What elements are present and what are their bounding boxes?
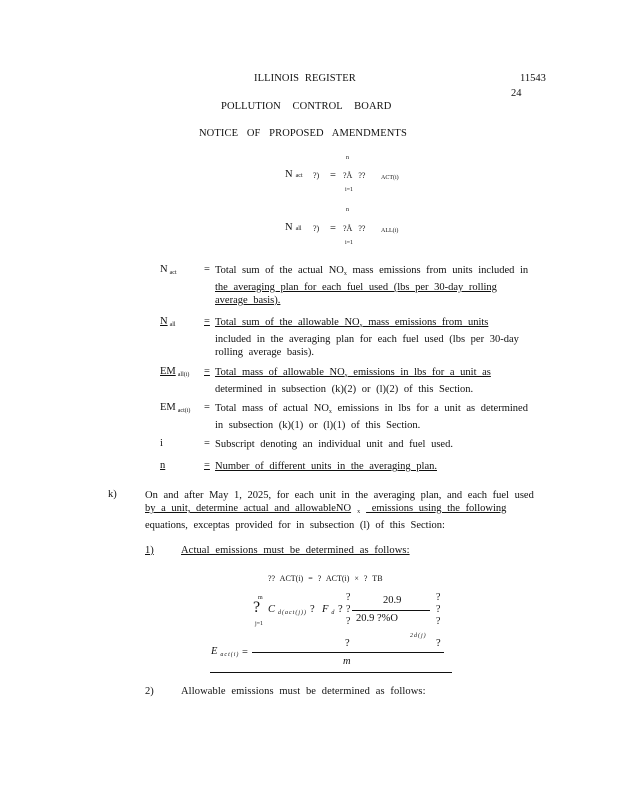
section-k-line2-sub: x	[357, 509, 361, 515]
def-line	[215, 366, 545, 383]
def-line-text: Total mass of actual NO	[215, 403, 329, 414]
def-eq: =	[204, 264, 210, 275]
formula-lhs-eq: =	[242, 647, 248, 658]
def-line-sub: x	[344, 373, 348, 379]
def-term-nact	[160, 264, 204, 276]
formula-top-line: ?? ACT(i) = ? ACT(i) × ? TB	[268, 574, 383, 583]
def-line: included in the averaging plan for each fuel used (lbs per 30-day	[215, 334, 519, 345]
formula-lhs	[211, 646, 239, 658]
nall-sum: ?Å ??	[343, 224, 366, 233]
formula-f-symbol: F	[322, 604, 329, 615]
formula-right-bracket: ? ? ?	[436, 592, 441, 627]
def-term-symbol: EM	[160, 366, 176, 377]
def-term-sub: all	[169, 322, 176, 328]
nact-limit-bottom: i=1	[345, 187, 354, 193]
def-text-n: Number of different units in the averaging plan.	[215, 461, 437, 472]
def-eq: =	[204, 438, 210, 449]
item1-text: Actual emissions must be determined as follows:	[181, 545, 410, 556]
nact-lhs	[285, 169, 303, 180]
def-text-nact	[215, 264, 545, 307]
def-line: in subsection (k)(1) or (l)(1) of this Section.	[215, 420, 421, 431]
def-term-emall	[160, 366, 204, 378]
def-line-text: Total mass of allowable NO	[215, 367, 345, 378]
formula-mid-q: ?	[345, 638, 350, 649]
section-k-label: k)	[108, 489, 117, 500]
def-line-text: Total sum of the allowable NO	[215, 317, 360, 328]
notice-title: NOTICE OF PROPOSED AMENDMENTS	[199, 128, 407, 139]
def-line: rolling average basis).	[215, 347, 315, 358]
formula-frac-num: 20.9	[383, 595, 402, 606]
def-line-sub: x	[359, 323, 363, 329]
nact-limit-top: n	[346, 155, 349, 161]
formula-q2: ?	[338, 604, 343, 615]
def-text-i: Subscript denoting an individual unit and fuel used.	[215, 439, 453, 450]
def-term-symbol: N	[160, 316, 168, 327]
section-k-line2	[145, 502, 534, 519]
def-line-rest: mass emissions from units included in	[346, 265, 529, 276]
def-term-i: i	[160, 438, 163, 449]
def-line: the averaging plan for each fuel used (lbs per 30-day rolling	[215, 282, 497, 293]
nact-lhs-sub: act	[295, 173, 303, 179]
formula-lhs-sub: act(i)	[220, 652, 240, 658]
section-k-body	[145, 489, 534, 532]
def-term-sub: act	[169, 270, 177, 276]
def-line-sub: x	[328, 409, 332, 415]
def-eq: =	[204, 460, 210, 471]
def-line-rest: emissions in lbs for a unit as determined	[331, 403, 528, 414]
formula-o2-sub: 2d(j)	[410, 633, 427, 639]
formula-c-sub: d(act(j))	[278, 610, 308, 616]
nall-eq: =	[330, 223, 336, 234]
section-k-line3: equations, exceptas provided for in subsection (l) of this Section:	[145, 520, 445, 531]
formula-f-term	[322, 604, 334, 616]
def-line-rest: emissions in lbs for a unit as	[347, 367, 491, 378]
nact-mark: ?)	[313, 171, 320, 180]
def-term-symbol: EM	[160, 402, 176, 413]
formula-c-symbol: C	[268, 604, 276, 615]
formula-right-q: ?	[436, 638, 441, 649]
nall-lhs-sub: all	[295, 226, 302, 232]
def-line	[215, 316, 545, 333]
nact-sum: ?Å ??	[343, 171, 366, 180]
nall-sub-term: ALL(i)	[381, 228, 399, 234]
def-line-sub: x	[343, 271, 347, 277]
item2-text: Allowable emissions must be determined as follows:	[181, 686, 426, 697]
item2-label: 2)	[145, 686, 154, 697]
section-k-line1: On and after May 1, 2025, for each unit in the averaging plan, and each fuel used	[145, 490, 534, 501]
def-eq: =	[204, 366, 210, 377]
def-text-nall	[215, 316, 545, 359]
nall-limit-bottom: i=1	[345, 240, 354, 246]
nact-eq: =	[330, 170, 336, 181]
section-k-line2-rest: emissions using the following	[366, 503, 507, 514]
def-text-emall	[215, 366, 545, 396]
register-title: ILLINOIS REGISTER	[254, 73, 356, 84]
formula-main-line	[252, 652, 444, 653]
formula-sum-top: m	[258, 595, 263, 601]
formula-left-bracket: ? ? ?	[346, 592, 351, 627]
item1-label: 1)	[145, 545, 154, 556]
page-number: 11543	[520, 73, 546, 84]
def-line: determined in subsection (k)(2) or (l)(2) of this Section.	[215, 384, 474, 395]
board-name: POLLUTION CONTROL BOARD	[221, 101, 392, 112]
def-term-emact	[160, 402, 204, 414]
formula-frac-den: 20.9 ?%O	[356, 613, 398, 624]
formula-c-term	[268, 604, 307, 616]
formula-q1: ?	[310, 604, 315, 615]
section-k-line2-text: by a unit, determine actual and allowableNO	[145, 503, 352, 514]
def-term-nall	[160, 316, 204, 328]
nact-sub-term: ACT(i)	[381, 175, 399, 181]
nall-mark: ?)	[313, 224, 320, 233]
def-eq: =	[204, 402, 210, 413]
def-line-rest: mass emissions from units	[362, 317, 489, 328]
formula-sigma: ?	[253, 599, 261, 616]
def-term-sub: all(i)	[177, 372, 190, 378]
def-line	[215, 402, 545, 419]
def-line: average basis).	[215, 295, 281, 306]
nall-lhs	[285, 222, 302, 233]
def-term-symbol: N	[160, 264, 168, 275]
issue-number: 24	[511, 88, 522, 99]
formula-frac-line	[352, 610, 430, 611]
nact-lhs-symbol: N	[285, 169, 293, 180]
formula-denominator: m	[343, 656, 351, 667]
formula-lhs-symbol: E	[211, 646, 218, 657]
def-term-n: n	[160, 460, 166, 471]
def-eq: =	[204, 316, 210, 327]
def-term-sub: act(i)	[177, 408, 191, 414]
def-line	[215, 264, 545, 281]
def-text-emact	[215, 402, 545, 432]
formula-f-sub: d	[331, 610, 335, 616]
nall-lhs-symbol: N	[285, 222, 293, 233]
nall-limit-top: n	[346, 207, 349, 213]
formula-sum-bottom: j=1	[255, 621, 264, 627]
def-line-text: Total sum of the actual NO	[215, 265, 344, 276]
formula-bottom-line	[210, 672, 452, 673]
